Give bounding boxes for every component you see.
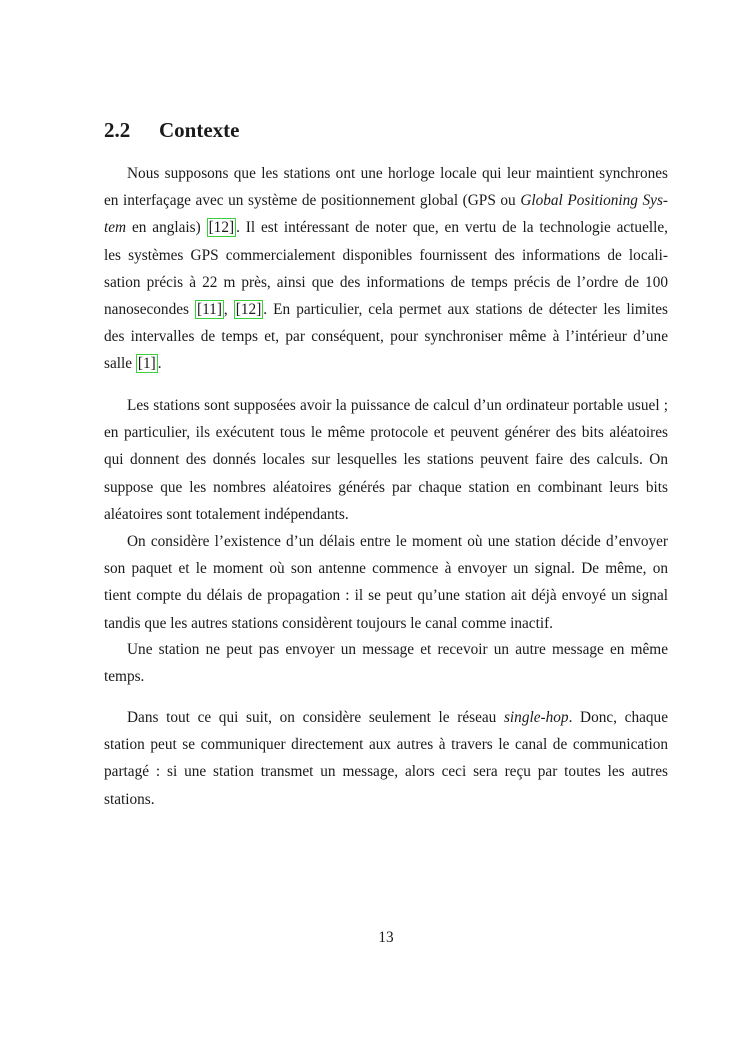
text-run: Les stations sont supposées avoir la puissance de calcul d’un ordinateur portable usuel ; (127, 397, 668, 414)
text-run: tient compte du délais de propagation : il se peut qu’une station ait déjà envoyé un signal (104, 587, 668, 605)
paragraph (104, 392, 668, 528)
text-line (104, 636, 668, 663)
text-line (104, 731, 668, 758)
text-run: tandis que les autres stations considèrent toujours le canal comme inactif. (104, 614, 554, 632)
text-line (104, 610, 668, 637)
text-run: . En particulier, cela permet aux stations de détecter les limites (263, 300, 668, 318)
text-line (104, 704, 668, 731)
text-run: en particulier, ils exécutent tous le même protocole et peuvent générer des bits aléatoires (104, 424, 668, 442)
text-line (104, 419, 668, 446)
text-line (104, 555, 668, 582)
text-run: qui donnent des donnés locales sur lesquelles les stations peuvent faire des calculs. On (104, 451, 668, 469)
text-line (104, 501, 668, 528)
citation-link[interactable]: [11] (197, 300, 222, 318)
text-run: Une station ne peut pas envoyer un message et recevoir un autre message en même (127, 641, 668, 658)
text-run: temps. (104, 668, 145, 686)
text-line (104, 160, 668, 187)
text-line (104, 663, 668, 690)
text-run: partagé : si une station transmet un message, alors ceci sera reçu par toutes les autres (104, 763, 668, 781)
text-run: en interfaçage avec un système de positionnement global (GPS ou (104, 192, 521, 210)
paragraph (104, 528, 668, 637)
page-number: 13 (378, 929, 394, 946)
citation-link[interactable]: [12] (208, 219, 235, 237)
text-line (104, 474, 668, 501)
text-line (104, 446, 668, 473)
text-run: les systèmes GPS commercialement disponibles fournissent des informations de locali- (104, 246, 668, 264)
emphasis-text: single-hop (503, 709, 569, 726)
text-line (104, 528, 668, 555)
text-run: aléatoires sont totalement indépendants. (104, 505, 349, 523)
text-line (104, 269, 668, 296)
text-run: stations. (104, 790, 155, 808)
text-run: salle (104, 355, 136, 373)
text-run: des intervalles de temps et, par conséquent, pour synchroniser même à l’intérieur d’une (104, 328, 668, 346)
emphasis-text: tem (104, 219, 127, 237)
text-line (104, 350, 668, 377)
paragraph (104, 160, 668, 378)
text-line (104, 582, 668, 609)
text-run: son paquet et le moment où son antenne commence à envoyer un signal. De même, on (104, 560, 668, 578)
section-heading (104, 116, 239, 144)
text-run: Dans tout ce qui suit, on considère seulement le réseau (127, 709, 504, 726)
text-run: On considère l’existence d’un délais entre le moment où une station décide d’envoyer (127, 533, 668, 550)
text-run: sation précis à 22 m près, ainsi que des informations de temps précis de l’ordre de 100 (104, 273, 668, 291)
section-title: Contexte (159, 118, 240, 142)
text-run: station peut se communiquer directement aux autres à travers le canal de communication (104, 736, 668, 754)
text-line (104, 323, 668, 350)
paragraph (104, 636, 668, 690)
text-run: . Donc, chaque (568, 709, 668, 726)
emphasis-text: Global Positioning Sys- (520, 192, 669, 210)
text-line (104, 187, 668, 214)
text-run: . Il est intéressant de noter que, en vertu de la technologie actuelle, (236, 219, 668, 237)
text-line (104, 786, 668, 813)
text-line (104, 296, 668, 323)
text-line (104, 242, 668, 269)
text-run: . (157, 355, 162, 373)
paragraph (104, 704, 668, 813)
text-run: en anglais) (126, 219, 207, 237)
text-line (104, 758, 668, 785)
section-number: 2.2 (104, 118, 131, 142)
citation-link[interactable]: [1] (137, 355, 156, 373)
citation-link[interactable]: [12] (235, 300, 262, 318)
text-run: suppose que les nombres aléatoires générés par chaque station en combinant leurs bits (104, 478, 668, 496)
document-page (104, 0, 668, 1053)
text-line (104, 392, 668, 419)
text-line (104, 214, 668, 241)
text-run: nanosecondes (104, 300, 195, 318)
text-run: Nous supposons que les stations ont une horloge locale qui leur maintient synchrones (127, 165, 668, 182)
text-run: , (223, 300, 234, 318)
